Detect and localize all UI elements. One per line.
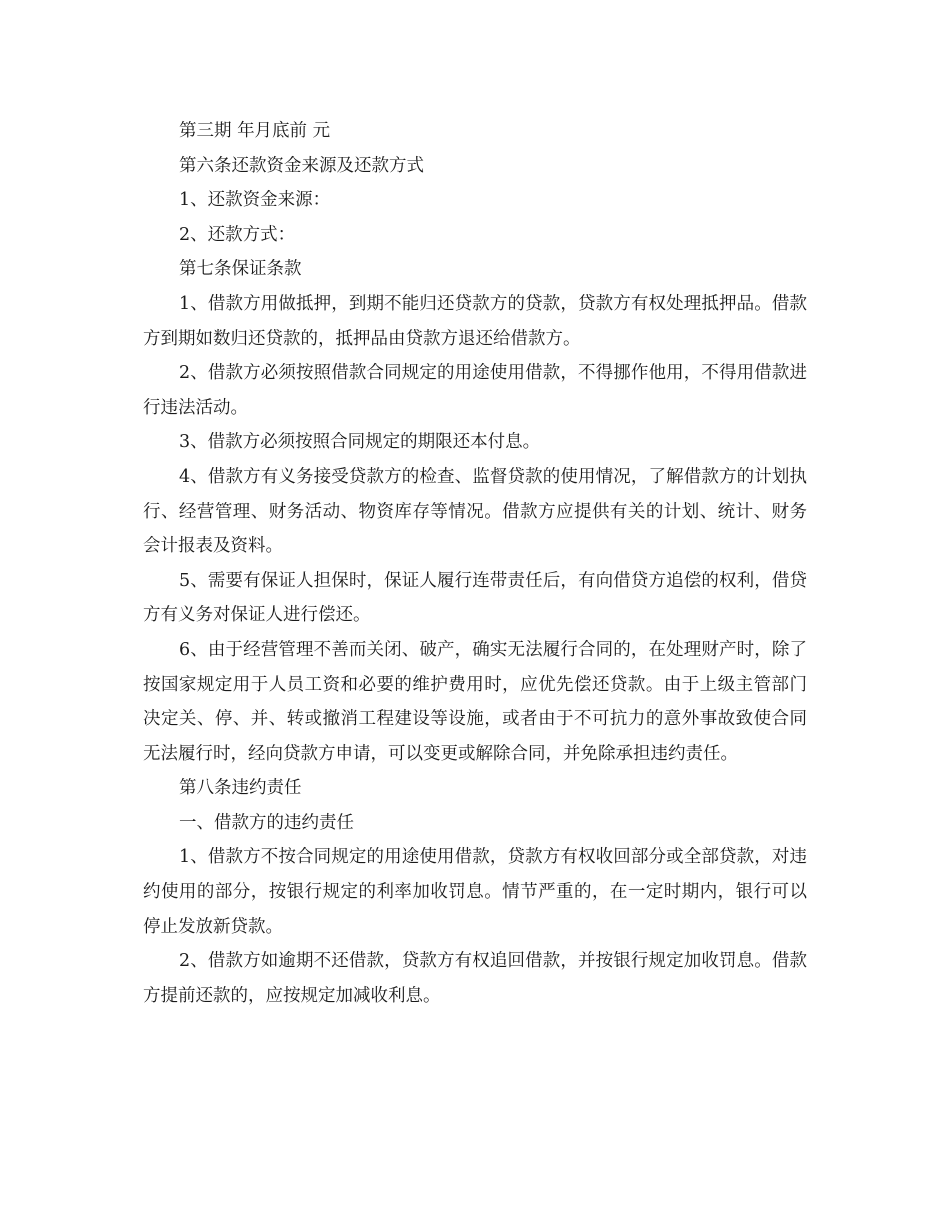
paragraph-guarantee-2: 2、借款方必须按照借款合同规定的用途使用借款，不得挪作他用，不得用借款进行违法活动。 — [143, 363, 807, 418]
paragraph-liability-1: 1、借款方不按合同规定的用途使用借款，贷款方有权收回部分或全部贷款，对违约使用的部分，按银行规定的利率加收罚息。情节严重的，在一定时期内，银行可以停止发放新贷款。 — [143, 847, 807, 937]
document-body — [143, 114, 807, 1013]
paragraph-period-three: 第三期 年月底前 元 — [179, 121, 331, 141]
paragraph-guarantee-3: 3、借款方必须按照合同规定的期限还本付息。 — [179, 432, 541, 453]
paragraph-repayment-method: 2、还款方式： — [179, 224, 296, 245]
paragraph-guarantee-6: 6、由于经营管理不善而关闭、破产，确实无法履行合同的，在处理财产时，除了按国家规定用于人员工资和必要的维护费用时，应优先偿还贷款。由于上级主管部门决定关、停、并、转或撤消工程建设等设施，或者由于不可抗力的意外事故致使合同无法履行时，经向贷款方申请，可以变更或解除合同，并免除承担违约责任。 — [143, 639, 807, 764]
paragraph-guarantee-5: 5、需要有保证人担保时，保证人履行连带责任后，有向借贷方追偿的权利，借贷方有义务对保证人进行偿还。 — [143, 570, 807, 626]
heading-article-six: 第六条还款资金来源及还款方式 — [179, 155, 424, 176]
heading-article-eight: 第八条违约责任 — [179, 778, 302, 799]
paragraph-liability-2: 2、借款方如逾期不还借款，贷款方有权追回借款，并按银行规定加收罚息。借款方提前还款的，应按规定加减收利息。 — [143, 951, 807, 1006]
heading-article-seven: 第七条保证条款 — [179, 259, 302, 280]
paragraph-repayment-source: 1、还款资金来源： — [179, 190, 331, 211]
paragraph-guarantee-4: 4、借款方有义务接受贷款方的检查、监督贷款的使用情况，了解借款方的计划执行、经营管理、财务活动、物资库存等情况。借款方应提供有关的计划、统计、财务会计报表及资料。 — [143, 466, 807, 557]
subheading-borrower-liability: 一、借款方的违约责任 — [179, 812, 354, 833]
paragraph-guarantee-1: 1、借款方用做抵押，到期不能归还贷款方的贷款，贷款方有权处理抵押品。借款方到期如数归还贷款的，抵押品由贷款方退还给借款方。 — [143, 293, 807, 349]
